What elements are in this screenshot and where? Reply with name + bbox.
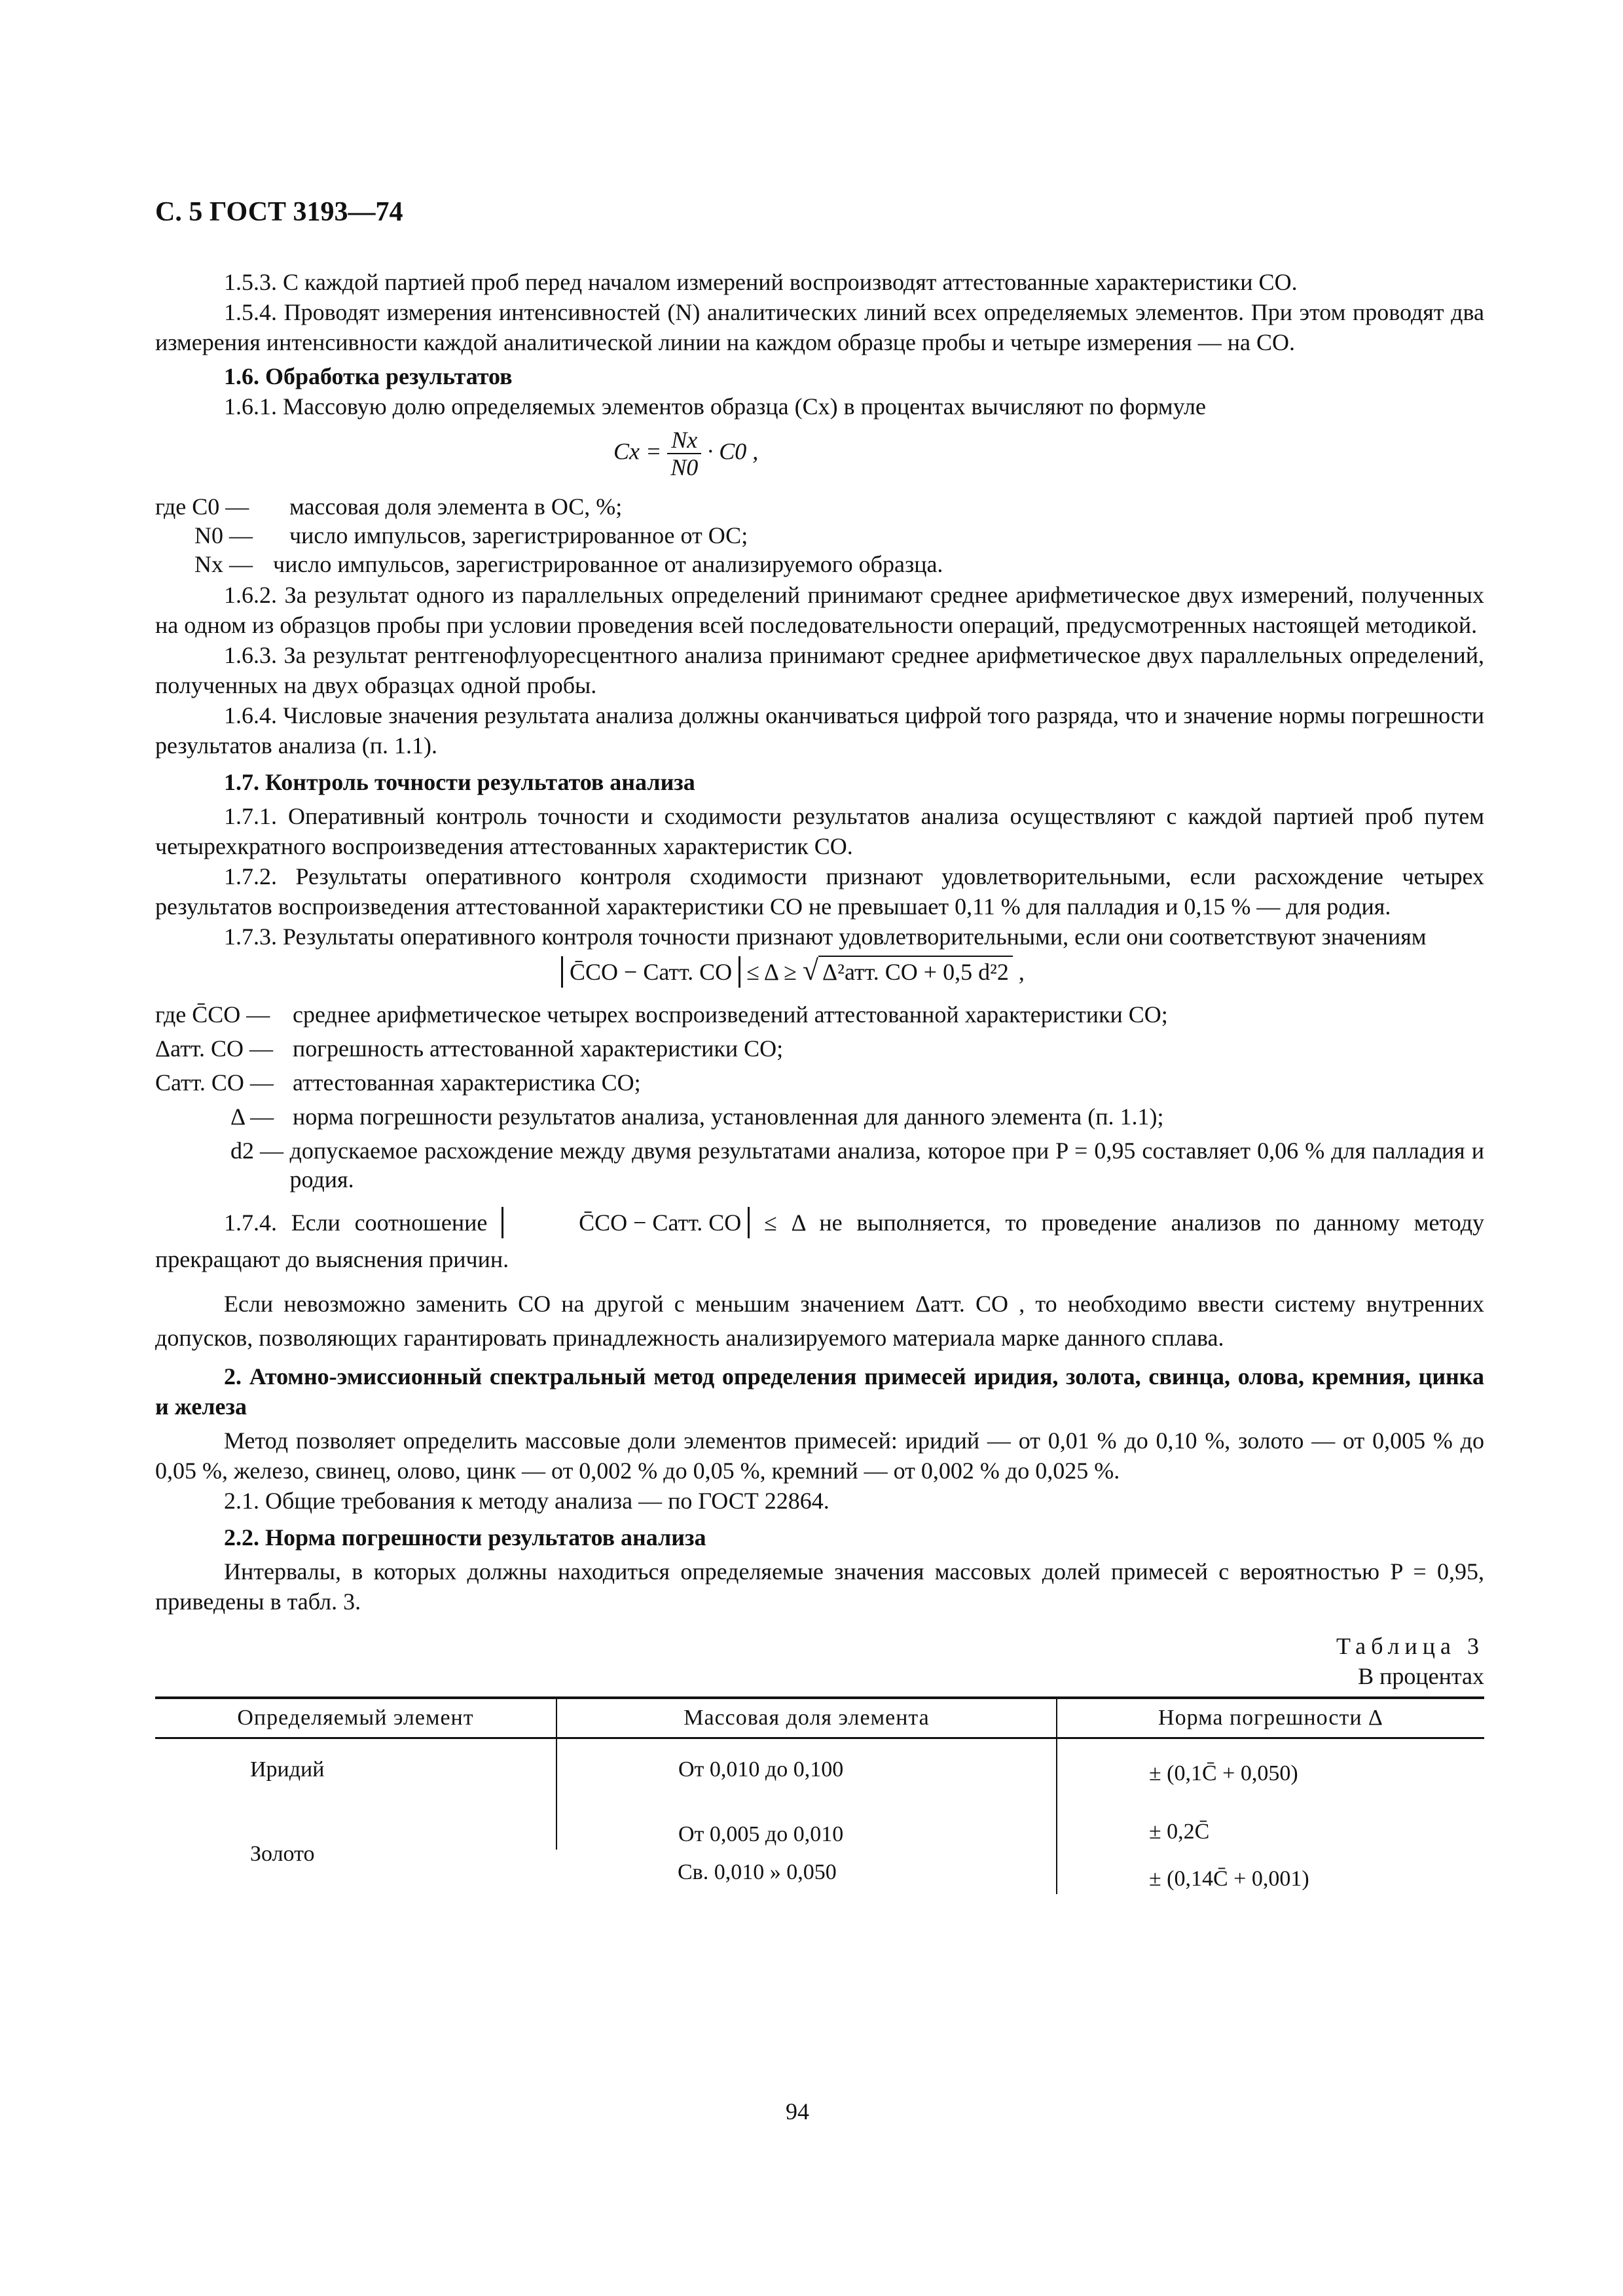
cell-range: От 0,005 до 0,010 (556, 1804, 1057, 1850)
header-norm: Норма погрешности Δ (1057, 1698, 1484, 1738)
heading-1-6: 1.6. Обработка результатов (224, 363, 513, 389)
definition-d2 (155, 1136, 1484, 1194)
para-1-7-5: Если невозможно заменить СО на другой с меньшим значением Δатт. CO , то необходимо ввести систему внутренних допусков, позволяющих гарантировать принадлежность анализируемого материала марке данного сплава. (155, 1291, 1484, 1351)
formula-accuracy-definitions (155, 1000, 1484, 1194)
definition-text: число импульсов, зарегистрированное от ОС; (289, 522, 748, 548)
definition-symbol: Nx — (194, 551, 253, 577)
header-range: Массовая доля элемента (556, 1698, 1057, 1738)
para-1-6-2: 1.6.2. За результат одного из параллельных определений принимают среднее арифметическое двух измерений, полученных на одном из образцов пробы при условии проведения всей последовательности операций, предусмотренных настоящей методикой. (155, 582, 1484, 638)
formula-cx-lhs: Cx = (613, 438, 662, 465)
definition-symbol: Δатт. CO — (155, 1035, 273, 1062)
formula-accuracy-sqrt: Δ²атт. CO + 0,5 d²2 (818, 956, 1013, 987)
cell-norm: ± (0,14C̄ + 0,001) (1057, 1850, 1484, 1894)
para-2: Метод позволяет определить массовые доли элементов примесей: иридий — от 0,01 % до 0,10 %, золото — от 0,005 % до 0,05 %, железо, свинец, олово, цинк — от 0,002 % до 0,05 %, кремний — от 0,002 % до 0,025 %. (155, 1427, 1484, 1484)
para-1-6-4: 1.6.4. Числовые значения результата анализа должны оканчиваться цифрой того разряда, что и значение нормы погрешности результатов анализа (п. 1.1). (155, 702, 1484, 759)
para-1-7-4-abs: C̄CO − Cатт. CO (501, 1207, 750, 1238)
page-number: 94 (786, 2098, 809, 2125)
formula-cx-rhs: · C0 , (707, 438, 759, 465)
table-header-row (155, 1698, 1484, 1738)
definition-c-mean (155, 1000, 1484, 1029)
formula-cx-definitions (155, 492, 1484, 579)
para-2-1: 2.1. Общие требования к методу анализа — по ГОСТ 22864. (224, 1488, 830, 1514)
para-1-5-3: 1.5.3. С каждой партией проб перед началом измерений воспроизводят аттестованные характеристики СО. (224, 269, 1298, 295)
para-1-7-4-end: ≤ Δ не выполняется, то проведение анализов по данному методу прекращают до выяснения причин. (155, 1210, 1485, 1272)
page-header: С. 5 ГОСТ 3193—74 (155, 197, 403, 227)
formula-accuracy-abs: C̄CO − Cатт. CO (561, 956, 740, 988)
definition-text: допускаемое расхождение между двумя результатами анализа, которое при P = 0,95 составляет 0,06 % для палладия и родия. (289, 1138, 1484, 1193)
para-1-7-3: 1.7.3. Результаты оперативного контроля точности признают удовлетворительными, если они соответствуют значениям (224, 924, 1427, 950)
definition-symbol: где C̄CO — (155, 1001, 270, 1028)
para-1-7-4 (155, 1204, 1484, 1278)
formula-accuracy-end: , (1018, 959, 1025, 985)
formula-accuracy (155, 956, 1484, 995)
cell-range: От 0,010 до 0,100 (556, 1738, 1057, 1804)
definition-symbol: Cатт. CO — (155, 1069, 274, 1096)
definition-text: норма погрешности результатов анализа, установленная для данного элемента (п. 1.1); (293, 1103, 1164, 1130)
document-body (155, 267, 1484, 1894)
definition-text: массовая доля элемента в ОС, %; (289, 493, 623, 520)
formula-cx-fraction (667, 427, 701, 480)
norms-table (155, 1696, 1484, 1894)
cell-element: Иридий (250, 1757, 325, 1782)
table-row (155, 1738, 1484, 1804)
table-row (155, 1804, 1484, 1850)
table-unit: В процентах (1358, 1663, 1484, 1689)
cell-element: Золото (250, 1841, 315, 1866)
formula-cx (155, 427, 1484, 486)
para-1-6-1: 1.6.1. Массовую долю определяемых элементов образца (Cx) в процентах вычисляют по формуле (224, 393, 1206, 420)
definition-c-att (155, 1068, 1484, 1097)
definition-symbol: Δ — (230, 1103, 274, 1130)
definition-symbol: где C0 — (155, 493, 249, 520)
definition-text: число импульсов, зарегистрированное от анализируемого образца. (273, 551, 943, 577)
para-1-7-1: 1.7.1. Оперативный контроль точности и сходимости результатов анализа осуществляют с каждой партией проб путем четырехкратного воспроизведения аттестованных характеристик СО. (155, 803, 1484, 859)
heading-2: 2. Атомно-эмиссионный спектральный метод определения примесей иридия, золота, свинца, олова, кремния, цинка и железа (155, 1363, 1484, 1420)
cell-norm: ± 0,2C̄ (1057, 1804, 1484, 1850)
cell-range: Св. 0,010 » 0,050 (678, 1859, 837, 1884)
formula-accuracy-relation: ≤ Δ ≥ (746, 959, 797, 985)
definition-text: среднее арифметическое четырех воспроизведений аттестованной характеристики СО; (293, 1001, 1168, 1028)
para-1-5-4: 1.5.4. Проводят измерения интенсивностей (N) аналитических линий всех определяемых элементов. При этом проводят два измерения интенсивности каждой аналитической линии на каждом образце пробы и четыре измерения — на СО. (155, 299, 1484, 355)
header-element: Определяемый элемент (155, 1698, 556, 1738)
cell-norm: ± (0,1C̄ + 0,050) (1057, 1738, 1484, 1804)
sqrt-icon: √ (802, 954, 819, 986)
definition-c0 (155, 492, 1484, 521)
definition-text: погрешность аттестованной характеристики СО; (293, 1035, 784, 1062)
table-caption: Таблица 3 (1336, 1633, 1484, 1659)
heading-2-2: 2.2. Норма погрешности результатов анализа (224, 1524, 706, 1551)
para-1-6-3: 1.6.3. За результат рентгенофлуоресцентного анализа принимают среднее арифметическое двух параллельных определений, полученных на двух образцах одной пробы. (155, 642, 1484, 698)
formula-cx-numerator: Nx (667, 427, 701, 454)
definition-delta-att (155, 1034, 1484, 1063)
definition-symbol: N0 — (194, 522, 253, 548)
definition-n0 (155, 521, 1484, 550)
heading-1-7: 1.7. Контроль точности результатов анализа (224, 769, 695, 795)
para-1-7-2: 1.7.2. Результаты оперативного контроля сходимости признают удовлетворительными, если расхождение четырех результатов воспроизведения аттестованной характеристики СО не превышает 0,11 % для палладия и 0,15 % — для родия. (155, 863, 1484, 920)
definition-delta (155, 1102, 1484, 1131)
definition-nx (155, 550, 1484, 579)
para-1-7-4-start: 1.7.4. Если соотношение (224, 1210, 488, 1236)
formula-cx-denominator: N0 (670, 454, 699, 480)
para-2-2: Интервалы, в которых должны находиться определяемые значения массовых долей примесей с вероятностью P = 0,95, приведены в табл. 3. (155, 1558, 1484, 1615)
definition-text: аттестованная характеристика СО; (293, 1069, 641, 1096)
definition-symbol: d2 — (230, 1138, 283, 1164)
